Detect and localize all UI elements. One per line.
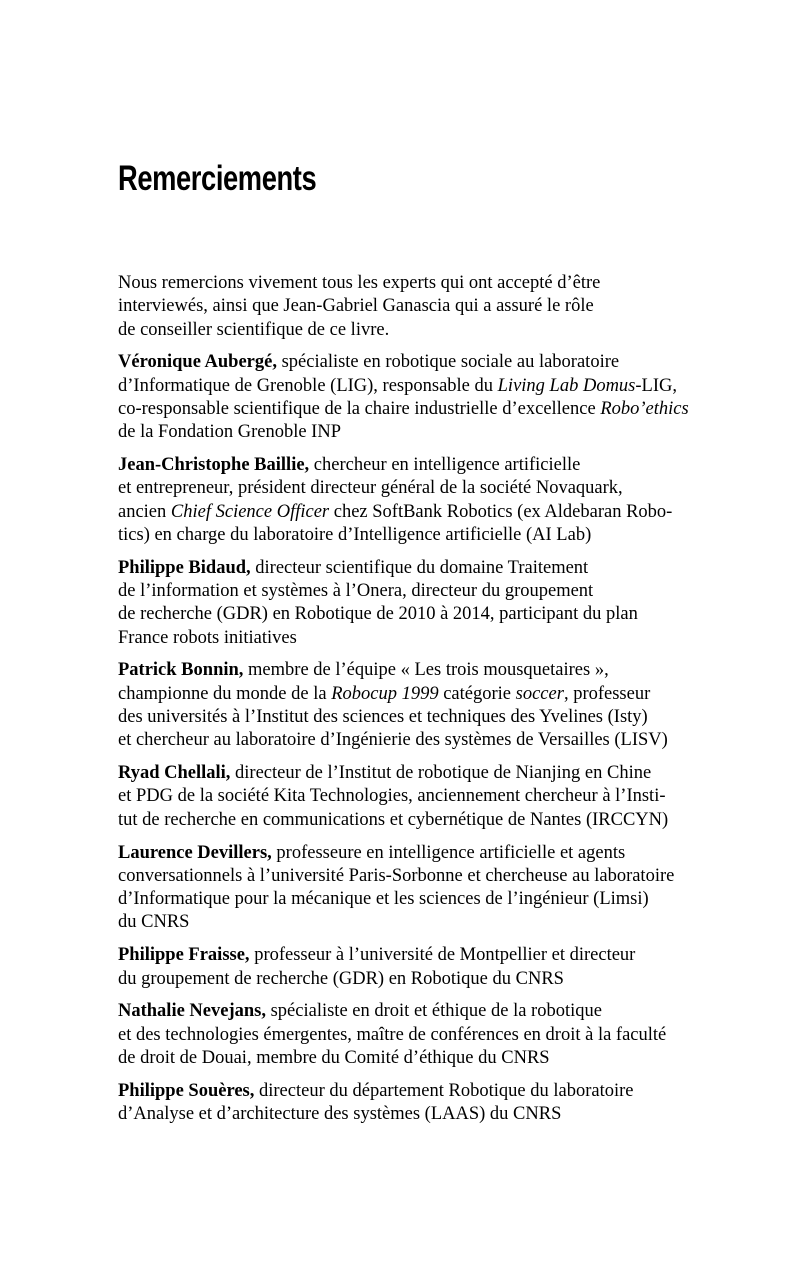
text-line: conversationnels à l’université Paris-Sorbonne et chercheuse au laboratoire bbox=[118, 865, 675, 886]
text-line: Laurence Devillers, professeure en intelligence artificielle et agents bbox=[118, 842, 626, 863]
text-line: de l’information et systèmes à l’Onera, directeur du groupement bbox=[118, 581, 594, 602]
text-line: Véronique Aubergé, spécialiste en robotique sociale au laboratoire bbox=[118, 352, 620, 373]
paragraph bbox=[118, 762, 696, 832]
paragraph bbox=[118, 272, 696, 342]
text-line: Ryad Chellali, directeur de l’Institut de robotique de Nianjing en Chine bbox=[118, 763, 652, 784]
text-line: d’Informatique de Grenoble (LIG), responsable du Living Lab Domus-LIG, bbox=[118, 375, 677, 396]
text-line: Nathalie Nevejans, spécialiste en droit et éthique de la robotique bbox=[118, 1001, 602, 1022]
text-line: co-responsable scientifique de la chaire industrielle d’excellence Robo’ethics bbox=[118, 398, 689, 419]
paragraph-list bbox=[118, 272, 696, 1126]
text-line: de conseiller scientifique de ce livre. bbox=[118, 319, 390, 340]
text-line: et entrepreneur, président directeur général de la société Novaquark, bbox=[118, 478, 623, 499]
text-line: interviewés, ainsi que Jean-Gabriel Ganascia qui a assuré le rôle bbox=[118, 296, 594, 317]
text-line: d’Analyse et d’architecture des systèmes (LAAS) du CNRS bbox=[118, 1104, 562, 1124]
text-line: et PDG de la société Kita Technologies, anciennement chercheur à l’Insti- bbox=[118, 786, 666, 807]
text-line: de la Fondation Grenoble INP bbox=[118, 422, 341, 443]
text-line: des universités à l’Institut des sciences et techniques des Yvelines (Isty) bbox=[118, 707, 648, 728]
paragraph bbox=[118, 454, 696, 547]
text-line: de recherche (GDR) en Robotique de 2010 à 2014, participant du plan bbox=[118, 604, 638, 625]
text-line: Jean-Christophe Baillie, chercheur en intelligence artificielle bbox=[118, 455, 581, 476]
paragraph bbox=[118, 557, 696, 650]
text-line: tics) en charge du laboratoire d’Intelligence artificielle (AI Lab) bbox=[118, 524, 592, 545]
text-line: Philippe Fraisse, professeur à l’université de Montpellier et directeur bbox=[118, 945, 636, 966]
paragraph bbox=[118, 1080, 696, 1127]
text-line: de droit de Douai, membre du Comité d’éthique du CNRS bbox=[118, 1047, 550, 1068]
text-line: Philippe Bidaud, directeur scientifique du domaine Traitement bbox=[118, 557, 589, 578]
text-line: du groupement de recherche (GDR) en Robotique du CNRS bbox=[118, 968, 564, 989]
text-line: France robots initiatives bbox=[118, 627, 297, 648]
paragraph bbox=[118, 659, 696, 752]
text-line: ancien Chief Science Officer chez SoftBank Robotics (ex Aldebaran Robo- bbox=[118, 501, 673, 522]
paragraph bbox=[118, 842, 696, 935]
text-line: Philippe Souères, directeur du département Robotique du laboratoire bbox=[118, 1080, 634, 1101]
text-line: d’Informatique pour la mécanique et les sciences de l’ingénieur (Limsi) bbox=[118, 889, 649, 910]
page-title: Remerciements bbox=[118, 159, 317, 198]
paragraph bbox=[118, 1000, 696, 1070]
text-line: du CNRS bbox=[118, 912, 190, 933]
page-content bbox=[118, 0, 696, 1136]
text-line: Patrick Bonnin, membre de l’équipe « Les trois mousquetaires », bbox=[118, 660, 609, 681]
paragraph bbox=[118, 351, 696, 444]
text-line: championne du monde de la Robocup 1999 catégorie soccer, professeur bbox=[118, 683, 651, 704]
text-line: Nous remercions vivement tous les experts qui ont accepté d’être bbox=[118, 273, 601, 293]
text-line: et des technologies émergentes, maître de conférences en droit à la faculté bbox=[118, 1024, 667, 1045]
text-line: et chercheur au laboratoire d’Ingénierie des systèmes de Versailles (LISV) bbox=[118, 730, 668, 751]
paragraph bbox=[118, 944, 696, 991]
text-line: tut de recherche en communications et cybernétique de Nantes (IRCCYN) bbox=[118, 809, 669, 830]
